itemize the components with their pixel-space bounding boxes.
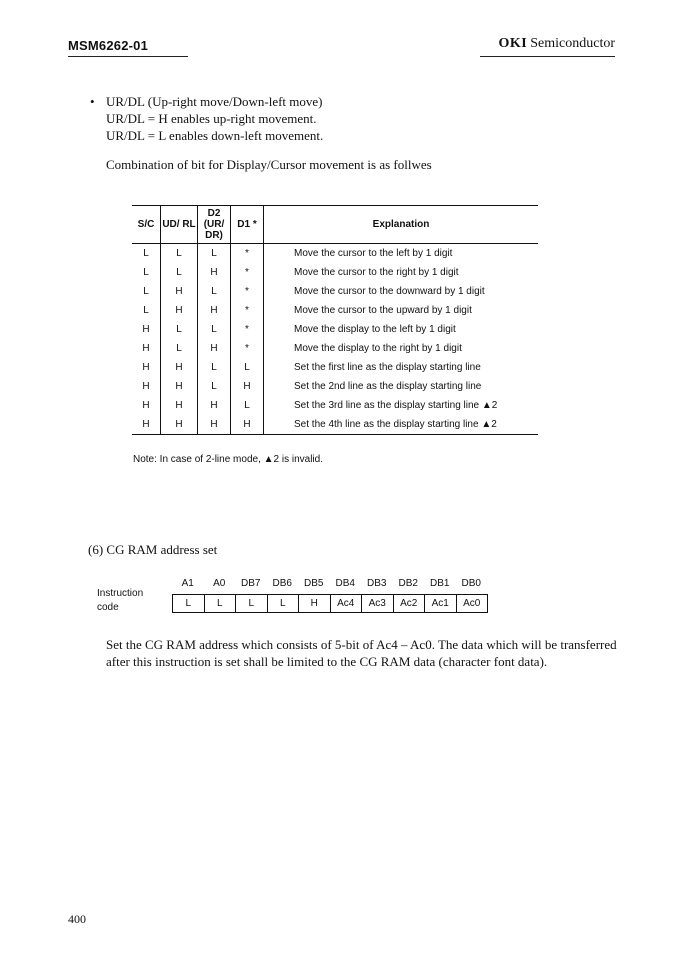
header-sc: S/C (132, 206, 161, 244)
cell-explanation: Set the 2nd line as the display starting line (264, 377, 539, 396)
bit-cell: L (173, 595, 205, 612)
cell-d1: H (231, 377, 264, 396)
brand-header (499, 36, 616, 52)
header-d2: D2 (UR/ DR) (198, 206, 231, 244)
bit-cell: Ac4 (331, 595, 363, 612)
instruction-label-line: code (97, 602, 119, 613)
bit-cell: L (236, 595, 268, 612)
header-rule (480, 56, 615, 57)
cell-explanation: Move the cursor to the downward by 1 digit (264, 282, 539, 301)
cell-d1: * (231, 320, 264, 339)
cell-ud: H (161, 301, 198, 320)
description-paragraph: Set the CG RAM address which consists of 5-bit of Ac4 – Ac0. The data which will be transferred after this instruction is set shall be limited to the CG RAM data (character font data). (106, 637, 617, 669)
cell-ud: L (161, 263, 198, 282)
table-row (132, 396, 538, 415)
bit-cell: Ac3 (362, 595, 394, 612)
cell-explanation: Move the cursor to the left by 1 digit (264, 244, 539, 264)
bit-header: DB6 (272, 578, 292, 589)
cell-explanation: Move the cursor to the upward by 1 digit (264, 301, 539, 320)
cell-sc: L (143, 286, 149, 297)
bit-cell: Ac1 (425, 595, 457, 612)
table-row (132, 339, 538, 358)
cell-ud: L (161, 320, 198, 339)
instruction-code-label (97, 587, 143, 615)
bit-cell: H (299, 595, 331, 612)
cell-d1: H (231, 415, 264, 435)
cell-ud: L (161, 339, 198, 358)
bit-header: DB4 (335, 578, 355, 589)
movement-table (132, 205, 538, 435)
table-row (132, 301, 538, 320)
cell-sc: H (142, 343, 150, 354)
cell-d2: L (198, 282, 231, 301)
cell-sc: L (143, 267, 149, 278)
document-id: MSM6262-01 (68, 38, 149, 53)
combination-text: Combination of bit for Display/Cursor movement is as follwes (106, 157, 432, 172)
bullet-line: UR/DL = H enables up-right movement. (106, 111, 317, 126)
cell-d1: * (231, 339, 264, 358)
bullet-block (90, 93, 323, 144)
cell-explanation: Set the 4th line as the display starting line ▲2 (264, 415, 539, 435)
table-header-row (132, 206, 538, 244)
bit-header: DB1 (430, 578, 450, 589)
cell-ud: H (161, 282, 198, 301)
cell-d2: L (198, 244, 231, 264)
bullet-title: UR/DL (Up-right move/Down-left move) (106, 94, 323, 109)
bit-header: DB7 (241, 578, 261, 589)
header-explanation: Explanation (264, 206, 539, 244)
table-row (132, 377, 538, 396)
cell-d2: L (198, 377, 231, 396)
cell-sc: H (142, 381, 150, 392)
bit-header: DB5 (304, 578, 324, 589)
table-row (132, 415, 538, 435)
bit-header: DB0 (461, 578, 481, 589)
cell-sc: H (142, 400, 150, 411)
header-ud: UD/ RL (161, 206, 198, 244)
cell-explanation: Set the 3rd line as the display starting line ▲2 (264, 396, 539, 415)
cell-ud: H (161, 358, 198, 377)
cell-d1: * (231, 301, 264, 320)
bit-header-row (172, 578, 487, 589)
cell-ud: H (161, 396, 198, 415)
cell-d2: H (198, 415, 231, 435)
bullet-line: UR/DL = L enables down-left movement. (106, 128, 324, 143)
bit-header: DB3 (367, 578, 387, 589)
instruction-label-line: Instruction (97, 588, 144, 599)
table-row (132, 358, 538, 377)
section-title: (6) CG RAM address set (88, 542, 218, 557)
cell-sc: L (143, 248, 149, 259)
cell-ud: H (161, 377, 198, 396)
table-note: Note: In case of 2-line mode, ▲2 is invalid. (133, 454, 323, 465)
cell-d2: H (198, 301, 231, 320)
cell-explanation: Move the display to the right by 1 digit (264, 339, 539, 358)
cell-sc: H (142, 362, 150, 373)
cell-d2: L (198, 320, 231, 339)
cell-explanation: Move the display to the left by 1 digit (264, 320, 539, 339)
page-number: 400 (68, 912, 86, 926)
cell-explanation: Set the first line as the display starting line (264, 358, 539, 377)
cell-explanation: Move the cursor to the right by 1 digit (264, 263, 539, 282)
cell-d1: L (231, 358, 264, 377)
cell-d1: * (231, 244, 264, 264)
bit-cell: L (268, 595, 300, 612)
header-d1: D1 * (231, 206, 264, 244)
bit-cell: L (205, 595, 237, 612)
bit-header: A0 (213, 578, 226, 589)
cell-ud: H (161, 415, 198, 435)
cell-d2: H (198, 263, 231, 282)
cell-d1: * (231, 282, 264, 301)
brand-suffix: Semiconductor (530, 36, 615, 51)
cell-d2: H (198, 396, 231, 415)
bit-cell: Ac0 (457, 595, 489, 612)
cell-d2: H (198, 339, 231, 358)
table-row (132, 263, 538, 282)
bit-header: A1 (181, 578, 194, 589)
table-row (132, 244, 538, 264)
cell-sc: H (132, 415, 161, 435)
cell-ud: L (161, 244, 198, 264)
cell-sc: H (142, 324, 150, 335)
header-rule (68, 56, 188, 57)
cell-sc: L (143, 305, 149, 316)
cell-d2: L (198, 358, 231, 377)
table-row (132, 320, 538, 339)
cell-d1: L (231, 396, 264, 415)
bit-cell: Ac2 (394, 595, 426, 612)
cell-d1: * (231, 263, 264, 282)
brand-logo: OKI (498, 36, 528, 51)
bit-header: DB2 (398, 578, 418, 589)
bullet-icon: • (90, 94, 95, 109)
table-row (132, 282, 538, 301)
instruction-code-table (172, 594, 488, 613)
